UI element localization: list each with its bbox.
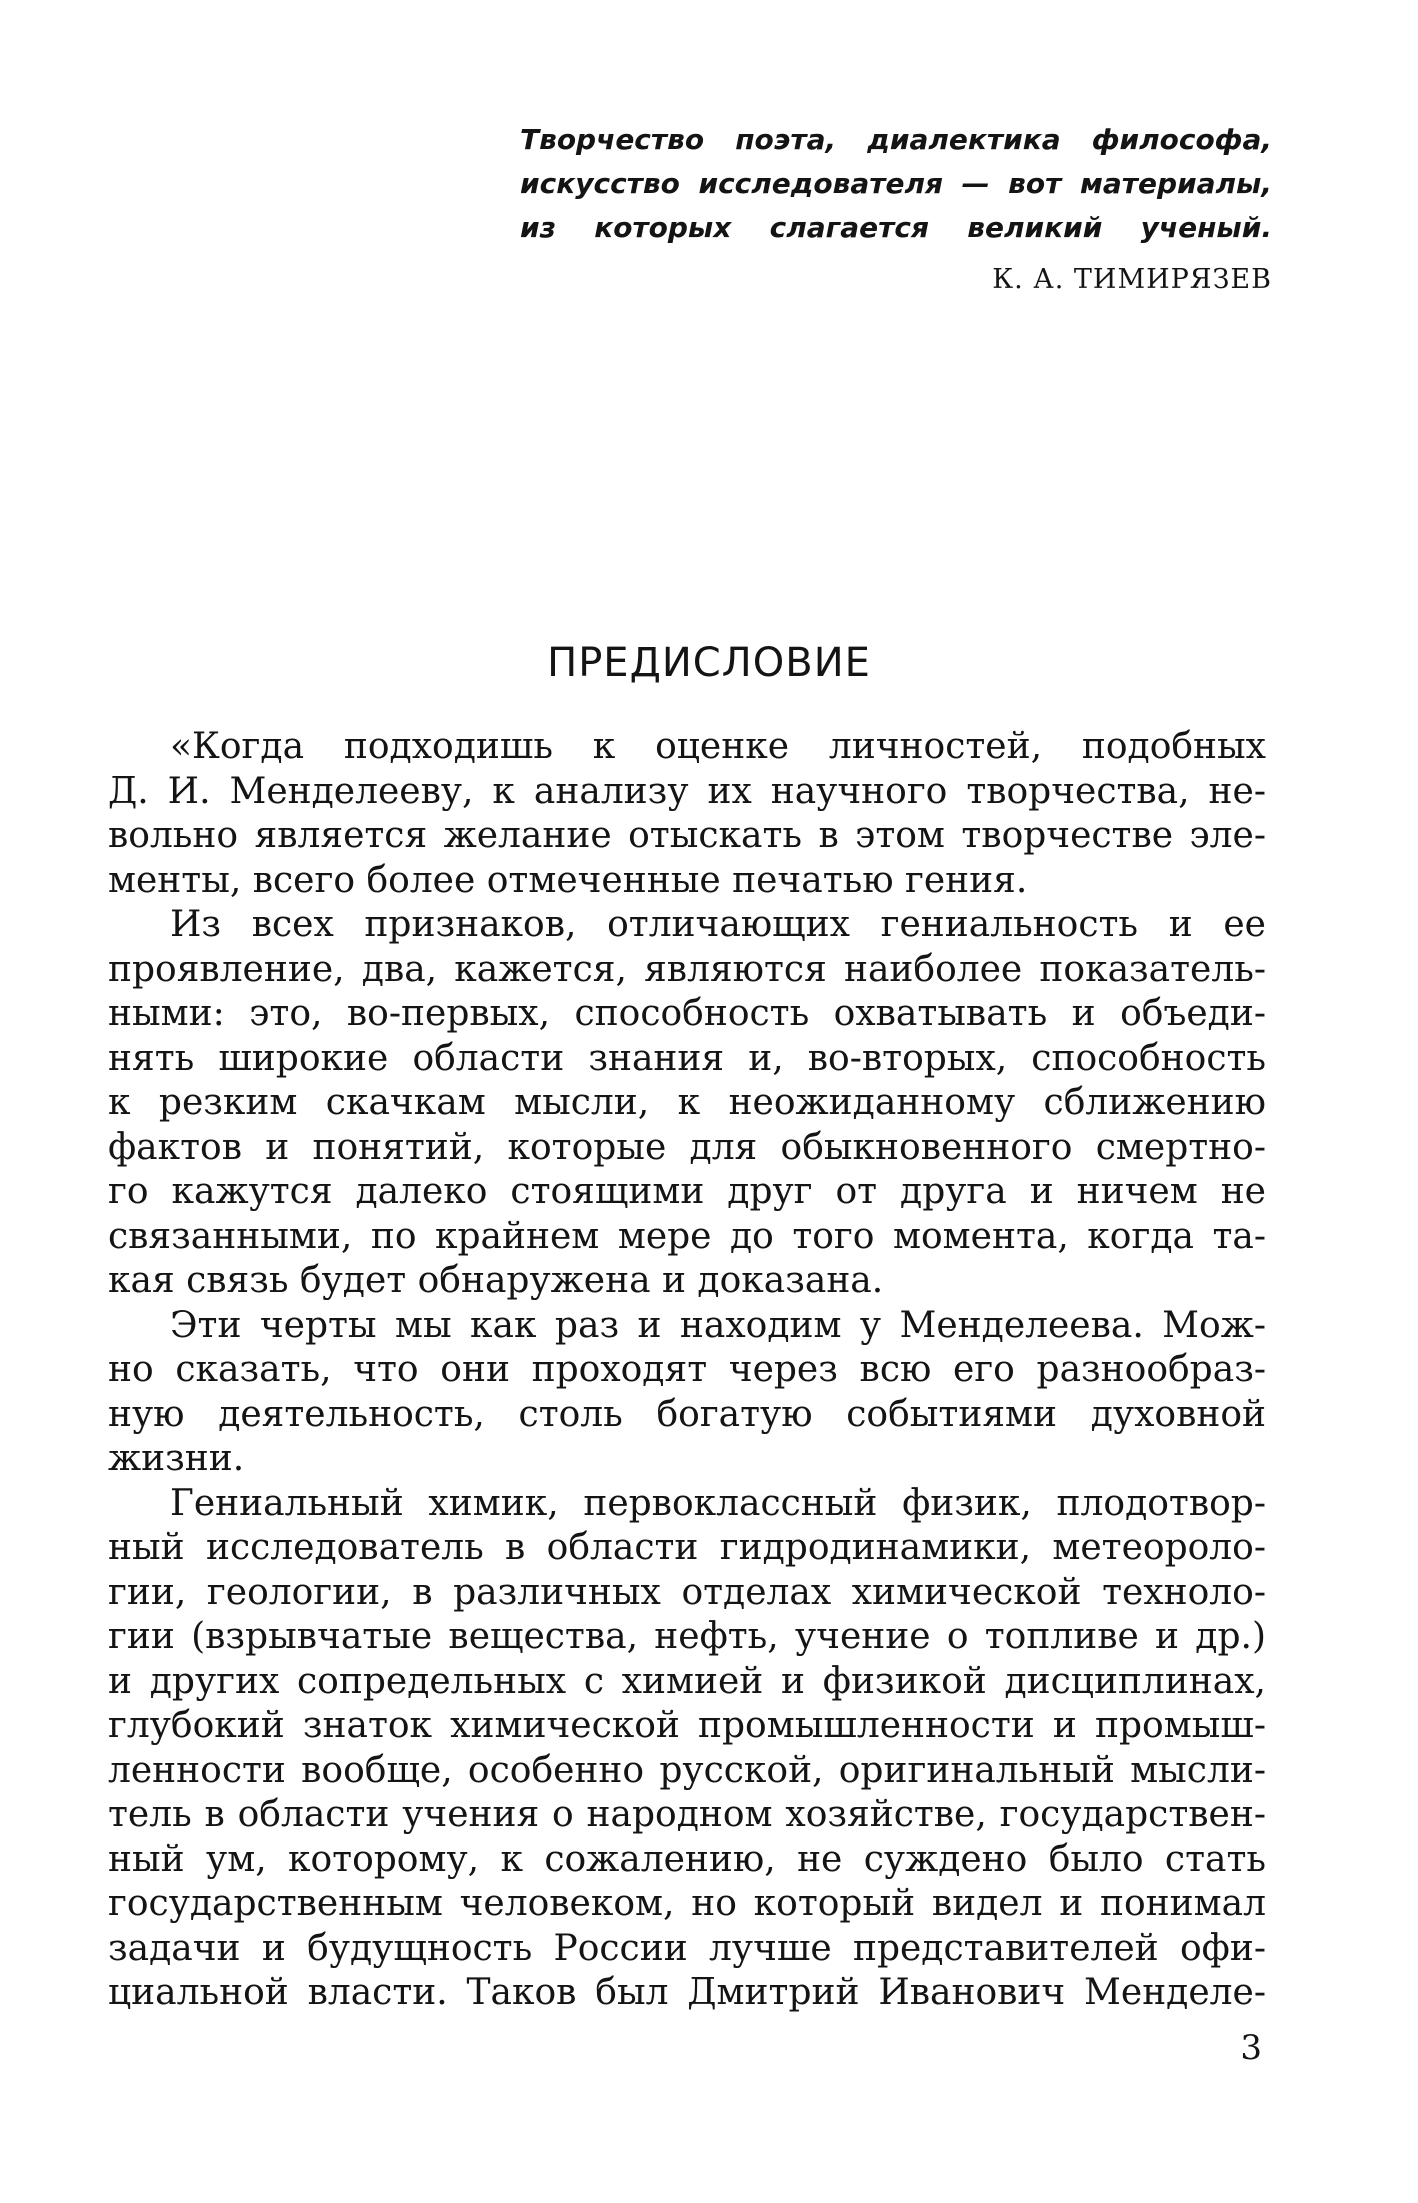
text-line: но сказать, что они проходят через всю его разнообраз- xyxy=(108,1349,1266,1390)
text-line: жизни. xyxy=(108,1438,245,1479)
text-line: государственным человеком, но который видел и понимал xyxy=(108,1883,1266,1924)
text-line: ный ум, которому, к сожалению, не суждено было стать xyxy=(108,1838,1266,1880)
text-line: нять широкие области знания и, во-вторых, способность xyxy=(108,1037,1266,1079)
epigraph-line: из которых слагается великий ученый. xyxy=(520,211,1272,244)
text-line: гии, геологии, в различных отделах химической техноло- xyxy=(108,1571,1266,1613)
text-line: Эти черты мы как раз и находим у Менделеева. Мож- xyxy=(170,1304,1266,1346)
page-number: 3 xyxy=(1240,2028,1262,2068)
chapter-heading: ПРЕДИСЛОВИЕ xyxy=(547,640,871,686)
text-line: циальной власти. Таков был Дмитрий Иванович Менделе- xyxy=(108,1972,1266,2013)
text-line: Из всех признаков, отличающих гениальность и ее xyxy=(170,904,1266,945)
text-line: Д. И. Менделееву, к анализу их научного творчества, не- xyxy=(108,770,1266,812)
text-line: ный исследователь в области гидродинамики, метеороло- xyxy=(108,1527,1266,1568)
text-line: «Когда подходишь к оценке личностей, подобных xyxy=(170,726,1266,767)
text-line: го кажутся далеко стоящими друг от друга и ничем не xyxy=(108,1171,1266,1212)
text-line: задачи и будущность России лучше представителей офи- xyxy=(108,1927,1266,1969)
text-line: вольно является желание отыскать в этом творчестве эле- xyxy=(108,815,1266,856)
epigraph xyxy=(520,118,1272,250)
text-line: к резким скачкам мысли, к неожиданному сближению xyxy=(108,1082,1266,1123)
text-line: менты, всего более отмеченные печатью гения. xyxy=(108,859,1028,901)
text-line: глубокий знаток химической промышленности и промыш- xyxy=(108,1705,1266,1746)
text-line: и других сопредельных с химией и физикой дисциплинах, xyxy=(108,1660,1266,1702)
text-line: проявление, два, кажется, являются наиболее показатель- xyxy=(108,948,1266,990)
epigraph-line: искусство исследователя — вот материалы, xyxy=(520,167,1272,200)
text-line: ленности вообще, особенно русской, оригинальный мысли- xyxy=(108,1749,1266,1791)
text-line: тель в области учения о народном хозяйстве, государствен- xyxy=(108,1794,1266,1835)
text-line: кая связь будет обнаружена и доказана. xyxy=(108,1260,884,1301)
text-line: гии (взрывчатые вещества, нефть, учение о топливе и др.) xyxy=(108,1616,1266,1657)
text-line: фактов и понятий, которые для обыкновенного смертно- xyxy=(108,1126,1266,1168)
text-line: связанными, по крайнем мере до того момента, когда та- xyxy=(108,1215,1266,1257)
body-text xyxy=(108,725,1266,2016)
epigraph-line: Творчество поэта, диалектика философа, xyxy=(520,123,1272,156)
text-line: Гениальный химик, первоклассный физик, плодотвор- xyxy=(170,1482,1266,1524)
text-line: ную деятельность, столь богатую событиями духовной xyxy=(108,1393,1266,1435)
epigraph-author: К. А. ТИМИРЯЗЕВ xyxy=(992,264,1272,295)
text-line: ными: это, во-первых, способность охватывать и объеди- xyxy=(108,993,1266,1034)
